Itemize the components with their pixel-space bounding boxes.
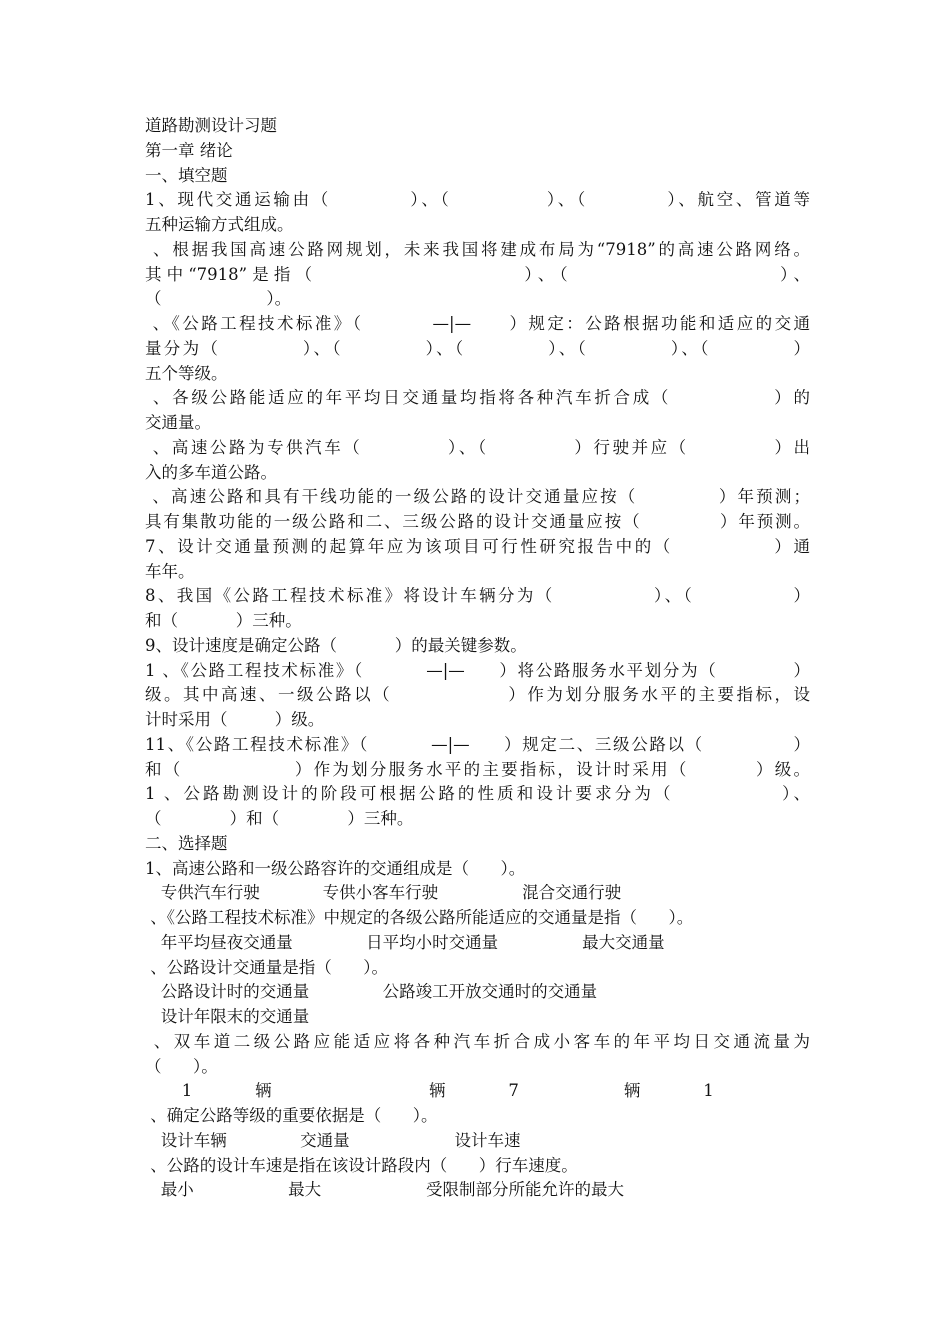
fill-blank-line: 、《公路工程技术标准》（ —|— ）规定：公路根据功能和适应的交通 [145, 314, 810, 333]
choice-options: 最小 最大 受限制部分所能允许的最大 [145, 1180, 625, 1200]
choice-options: 专供汽车行驶 专供小客车行驶 混合交通行驶 [145, 883, 622, 903]
fill-blank-line: 1 、公路勘测设计的阶段可根据公路的性质和设计要求分为（ ）、 [145, 784, 810, 804]
fill-blank-line: 8、我国《公路工程技术标准》将设计车辆分为（ ）、（ ） [145, 586, 810, 606]
choice-options: 年平均昼夜交通量 日平均小时交通量 最大交通量 [145, 932, 665, 952]
document-page [145, 114, 810, 1203]
fill-blank-line: 五种运输方式组成。 [145, 215, 294, 234]
fill-blank-line: 交通量。 [145, 413, 211, 432]
section-heading-fill-blank: 一、填空题 [145, 165, 228, 185]
fill-blank-line: （ ）。 [145, 289, 292, 309]
choice-line: 、公路的设计车速是指在该设计路段内（ ）行车速度。 [145, 1155, 578, 1175]
fill-blank-line: 和（ ）作为划分服务水平的主要指标，设计时采用（ ）级。 [145, 759, 810, 779]
choice-line: （ ）。 [145, 1056, 218, 1076]
fill-blank-line: （ ）和（ ）三种。 [145, 809, 414, 828]
fill-blank-line: 、高速公路为专供汽车（ ）、（ ）行驶并应（ ）出 [145, 437, 810, 457]
choice-options: 设计车辆 交通量 设计车速 [145, 1130, 521, 1150]
document-title: 道路勘测设计习题 [145, 116, 277, 135]
fill-blank-line: 计时采用（ ）级。 [145, 710, 325, 729]
choice-line: 、确定公路等级的重要依据是（ ）。 [145, 1106, 438, 1125]
section-heading-choice: 二、选择题 [145, 833, 228, 853]
choice-line: 1、高速公路和一级公路容许的交通组成是（ ）。 [145, 858, 526, 878]
choice-options: 设计年限末的交通量 [145, 1007, 310, 1026]
fill-blank-line: 9、设计速度是确定公路（ ）的最关键参数。 [145, 635, 527, 655]
chapter-heading: 第一章 绪论 [145, 140, 233, 160]
choice-line: 、双车道二级公路应能适应将各种汽车折合成小客车的年平均日交通流量为 [145, 1031, 810, 1051]
fill-blank-line: 其中“7918”是指（ ）、（ ）、 [145, 264, 810, 284]
choice-options: 公路设计时的交通量 公路竣工开放交通时的交通量 [145, 982, 598, 1002]
fill-blank-line: 五个等级。 [145, 363, 228, 383]
choice-options: 1 辆 辆 7 辆 1 [145, 1081, 714, 1101]
fill-blank-line: 、高速公路和具有干线功能的一级公路的设计交通量应按（ ）年预测； [145, 487, 810, 507]
fill-blank-line: 1、现代交通运输由（ ）、（ ）、（ ）、航空、管道等 [145, 190, 810, 210]
fill-blank-line: 11、《公路工程技术标准》（ —|— ）规定二、三级公路以（ ） [145, 734, 810, 754]
fill-blank-line: 、各级公路能适应的年平均日交通量均指将各种汽车折合成（ ）的 [145, 388, 810, 408]
fill-blank-line: 车年。 [145, 561, 195, 581]
choice-line: 、公路设计交通量是指（ ）。 [145, 957, 388, 977]
fill-blank-line: 和（ ）三种。 [145, 611, 302, 630]
fill-blank-line: 级。其中高速、一级公路以（ ）作为划分服务水平的主要指标，设 [145, 685, 810, 705]
fill-blank-line: 7、设计交通量预测的起算年应为该项目可行性研究报告中的（ ）通 [145, 536, 810, 556]
fill-blank-line: 、根据我国高速公路网规划，未来我国将建成布局为“7918”的高速公路网络。 [145, 239, 810, 259]
fill-blank-line: 1 、《公路工程技术标准》（ —|— ）将公路服务水平划分为（ ） [145, 660, 810, 680]
fill-blank-line: 入的多车道公路。 [145, 462, 277, 482]
choice-line: 、《公路工程技术标准》中规定的各级公路所能适应的交通量是指（ ）。 [145, 908, 694, 927]
fill-blank-line: 量分为（ ）、（ ）、（ ）、（ ）、（ ） [145, 338, 810, 358]
fill-blank-line: 具有集散功能的一级公路和二、三级公路的设计交通量应按（ ）年预测。 [145, 512, 810, 531]
